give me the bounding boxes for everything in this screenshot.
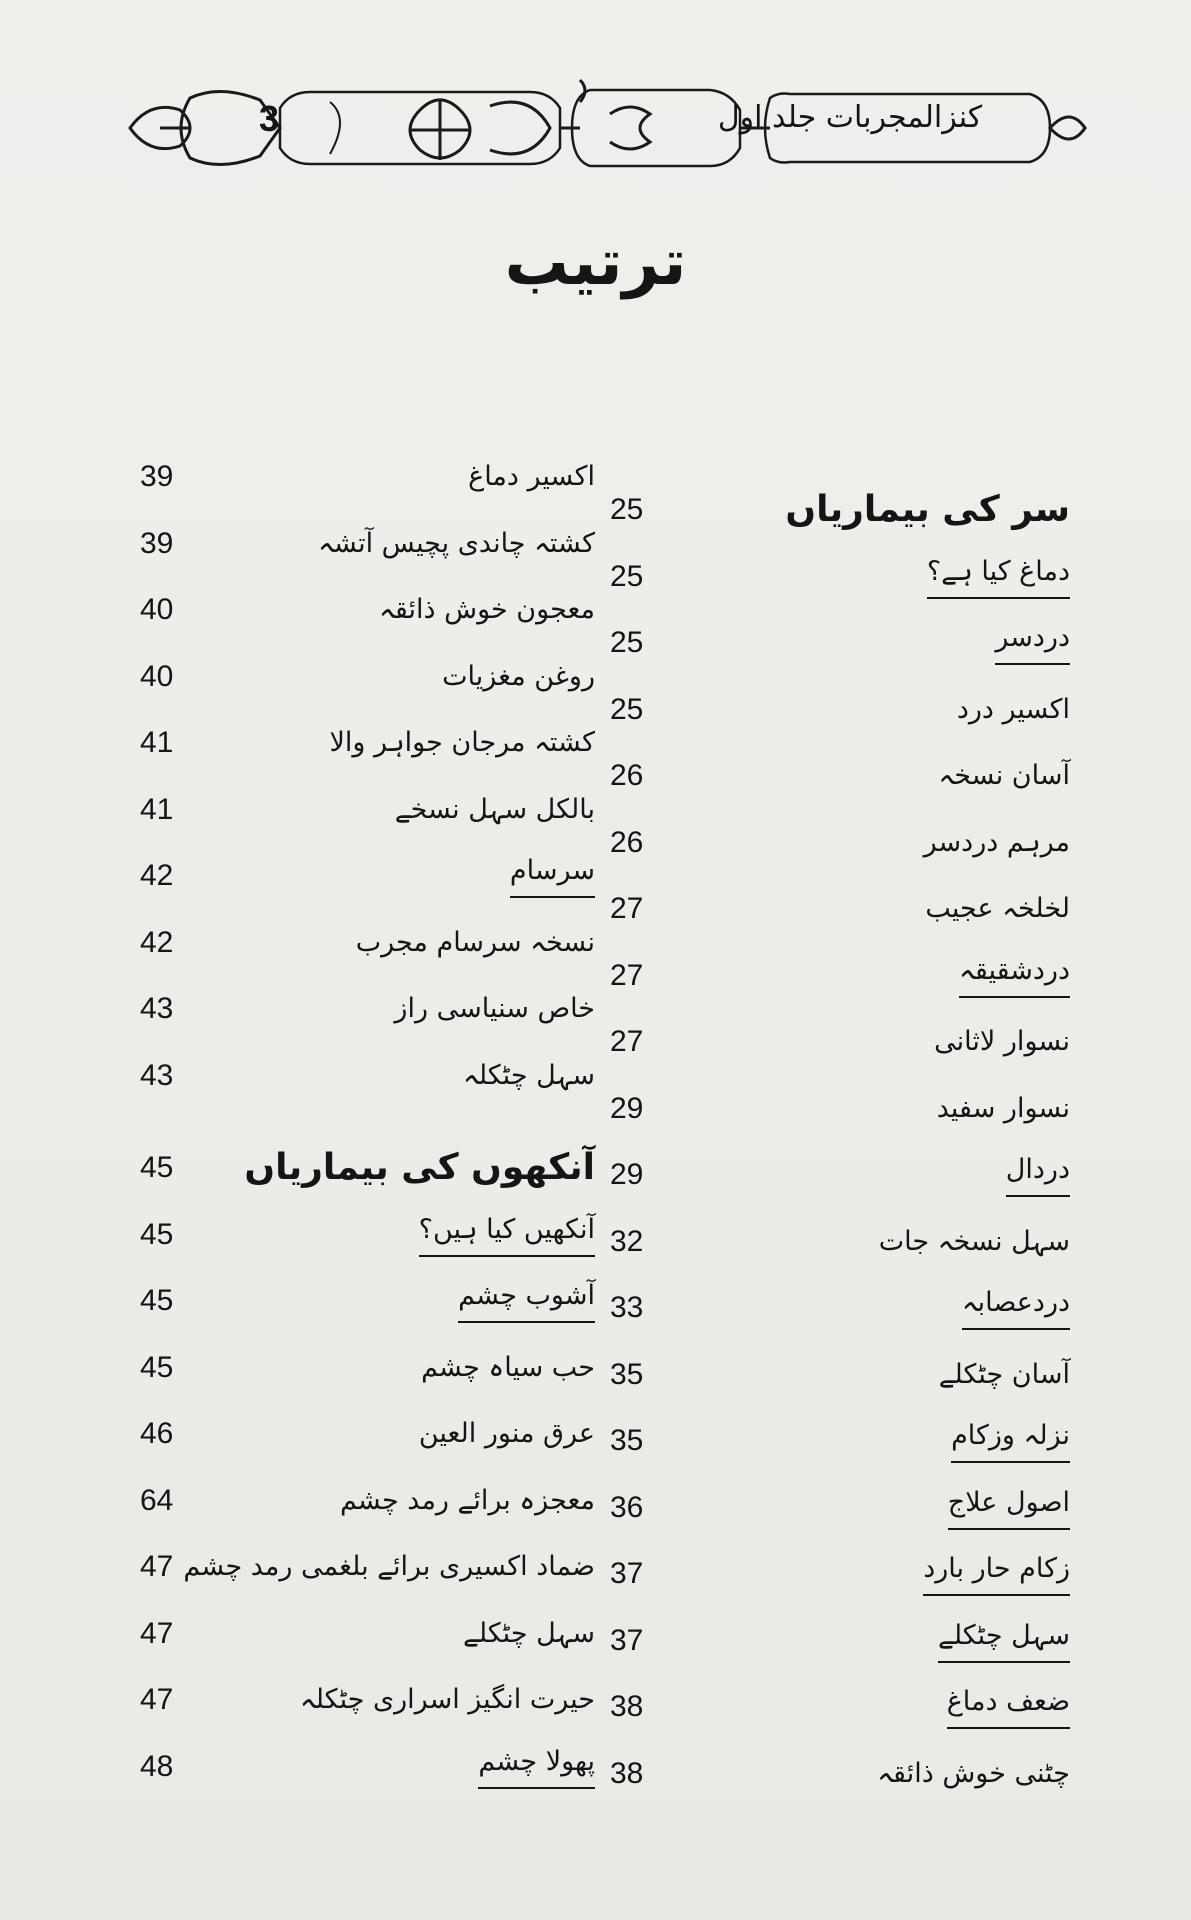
toc-entry <box>610 547 1070 607</box>
toc-page-number: 45 <box>140 1284 174 1317</box>
toc-entry-title: پھولا چشم <box>478 1737 595 1789</box>
toc-entry-title: معجون خوش ذائقہ <box>379 594 595 625</box>
toc-page-number: 35 <box>610 1357 644 1391</box>
toc-entry <box>610 1411 1070 1471</box>
toc-entry-title: اکسیر درد <box>956 693 1070 725</box>
toc-left-column <box>140 447 595 1787</box>
toc-entry <box>140 580 595 640</box>
toc-page-number: 40 <box>140 593 174 626</box>
toc-entry <box>610 1478 1070 1538</box>
toc-entry-title: حب سیاہ چشم <box>421 1351 595 1383</box>
toc-entry-title: سہل نسخہ جات <box>878 1225 1070 1257</box>
toc-entry <box>140 1537 595 1597</box>
toc-page-number: 37 <box>610 1557 644 1590</box>
toc-entry-title: ضعف دماغ <box>947 1677 1070 1729</box>
toc-entry <box>610 1345 1070 1405</box>
toc-entry-title: چٹنی خوش ذائقہ <box>877 1757 1070 1789</box>
toc-entry-title: عرق منور العین <box>418 1418 595 1449</box>
toc-page-number: 29 <box>610 1091 644 1125</box>
toc-page-number: 25 <box>610 626 644 659</box>
toc-entry-title: حیرت انگیز اسراری چٹکلہ <box>299 1684 595 1715</box>
toc-entry <box>610 1079 1070 1139</box>
toc-entry <box>140 1138 595 1198</box>
toc-page-number: 27 <box>610 958 644 992</box>
toc-entry <box>610 1611 1070 1671</box>
toc-entry-title: سرسام <box>510 846 595 898</box>
toc-page-number: 46 <box>140 1417 174 1450</box>
toc-entry <box>140 713 595 773</box>
toc-entry <box>610 1145 1070 1205</box>
toc-entry <box>140 1404 595 1464</box>
toc-entry <box>610 813 1070 873</box>
toc-page-number: 32 <box>610 1224 644 1258</box>
toc-page-number: 26 <box>610 825 644 859</box>
toc-page-number: 27 <box>610 1025 644 1058</box>
toc-entry <box>140 979 595 1039</box>
toc-entry-title: دردال <box>1006 1145 1070 1197</box>
toc-entry-title: دردسر <box>995 613 1070 665</box>
toc-page-number: 42 <box>140 925 174 959</box>
toc-page-number: 43 <box>140 1058 174 1092</box>
toc-page-number: 35 <box>610 1424 644 1457</box>
toc-entry <box>140 447 595 507</box>
toc-entry-title: خاص سنیاسی راز <box>394 993 595 1024</box>
toc-page-number: 25 <box>610 692 644 726</box>
toc-entry-title: سہل چٹکلے <box>463 1617 595 1649</box>
toc-entry <box>140 1205 595 1265</box>
page-title: ترتیب <box>504 226 687 300</box>
toc-entry <box>140 1670 595 1730</box>
toc-entry-title: ضماد اکسیری برائے بلغمی رمد چشم <box>183 1551 595 1582</box>
toc-entry <box>610 1278 1070 1338</box>
toc-page-number: 27 <box>610 892 644 925</box>
toc-entry-title: اصول علاج <box>948 1478 1070 1530</box>
toc-entry-title: نسوار لاثانی <box>934 1026 1070 1057</box>
toc-entry <box>140 846 595 906</box>
toc-page-number: 25 <box>610 559 644 593</box>
toc-entry <box>610 680 1070 740</box>
toc-page-number: 40 <box>140 659 174 693</box>
toc-page-number: 37 <box>610 1623 644 1657</box>
toc-entry <box>140 647 595 707</box>
toc-entry <box>140 1604 595 1664</box>
toc-entry <box>140 780 595 840</box>
toc-entry <box>610 946 1070 1006</box>
toc-entry <box>610 613 1070 673</box>
toc-page-number: 42 <box>140 859 174 892</box>
toc-section-heading: آنکھوں کی بیماریاں <box>244 1147 595 1188</box>
toc-entry-title: آسان چٹکلے <box>938 1358 1070 1390</box>
toc-entry <box>610 1677 1070 1737</box>
toc-entry-title: کشتہ مرجان جواہر والا <box>329 727 595 758</box>
toc-entry-title: نزلہ وزکام <box>951 1411 1070 1463</box>
toc-entry-title: زکام حار بارد <box>923 1544 1070 1596</box>
toc-page-number: 25 <box>610 493 644 526</box>
toc-page-number: 45 <box>140 1217 174 1251</box>
toc-page-number: 45 <box>140 1151 174 1184</box>
toc-entry <box>140 913 595 973</box>
toc-entry-title: نسخہ سرسام مجرب <box>355 926 595 958</box>
toc-entry-title: سہل چٹکلے <box>938 1611 1070 1663</box>
toc-entry <box>610 746 1070 806</box>
toc-entry <box>610 1012 1070 1072</box>
toc-right-column <box>610 480 1070 1820</box>
toc-entry-title: معجزہ برائے رمد چشم <box>339 1484 595 1516</box>
toc-entry-title: آشوب چشم <box>458 1271 595 1323</box>
toc-page-number: 41 <box>140 726 174 759</box>
toc-entry-title: روغن مغزیات <box>442 660 595 692</box>
toc-section-heading: سر کی بیماریاں <box>785 489 1070 530</box>
toc-entry <box>140 1271 595 1331</box>
page-number: 3 <box>258 98 280 139</box>
toc-entry-title: کشتہ چاندی پچیس آتشہ <box>318 527 595 559</box>
toc-entry-title: نسوار سفید <box>936 1092 1070 1124</box>
toc-entry <box>140 1471 595 1531</box>
toc-entry <box>140 1046 595 1106</box>
toc-page-number: 38 <box>610 1690 644 1723</box>
toc-entry-title: سہل چٹکلہ <box>463 1059 595 1091</box>
toc-page-number: 33 <box>610 1291 644 1324</box>
toc-page-number: 26 <box>610 759 644 792</box>
toc-entry-title: دردشقیقہ <box>959 946 1070 998</box>
toc-entry <box>610 1544 1070 1604</box>
toc-page-number: 29 <box>610 1158 644 1191</box>
toc-page-number: 41 <box>140 792 174 826</box>
toc-page-number: 47 <box>140 1683 174 1716</box>
toc-entry-title: آسان نسخہ <box>938 760 1070 791</box>
toc-entry <box>610 1744 1070 1804</box>
toc-entry <box>140 514 595 574</box>
toc-page-number: 64 <box>140 1483 174 1517</box>
toc-page-number: 43 <box>140 992 174 1025</box>
toc-page-number: 47 <box>140 1616 174 1650</box>
toc-page-number: 45 <box>140 1350 174 1384</box>
toc-page-number: 39 <box>140 526 174 560</box>
book-title: کنزالمجربات جلد اول <box>717 100 983 135</box>
toc-page-number: 48 <box>140 1749 174 1783</box>
toc-entry <box>140 1338 595 1398</box>
toc-page-number: 38 <box>610 1756 644 1790</box>
toc-entry-title: لخلخہ عجیب <box>925 893 1070 924</box>
toc-entry <box>610 1212 1070 1272</box>
toc-entry-title: مرہم دردسر <box>923 826 1070 858</box>
toc-entry <box>140 1737 595 1797</box>
toc-entry-title: اکسیر دماغ <box>468 461 595 492</box>
toc-entry <box>610 480 1070 540</box>
toc-page-number: 47 <box>140 1550 174 1583</box>
toc-entry-title: دردعصابہ <box>962 1278 1070 1330</box>
toc-entry-title: بالکل سہل نسخے <box>394 793 595 825</box>
toc-page-number: 36 <box>610 1490 644 1524</box>
toc-entry <box>610 879 1070 939</box>
toc-page-number: 39 <box>140 460 174 493</box>
toc-entry-title: دماغ کیا ہے؟ <box>927 547 1070 599</box>
toc-entry-title: آنکھیں کیا ہیں؟ <box>419 1205 595 1257</box>
